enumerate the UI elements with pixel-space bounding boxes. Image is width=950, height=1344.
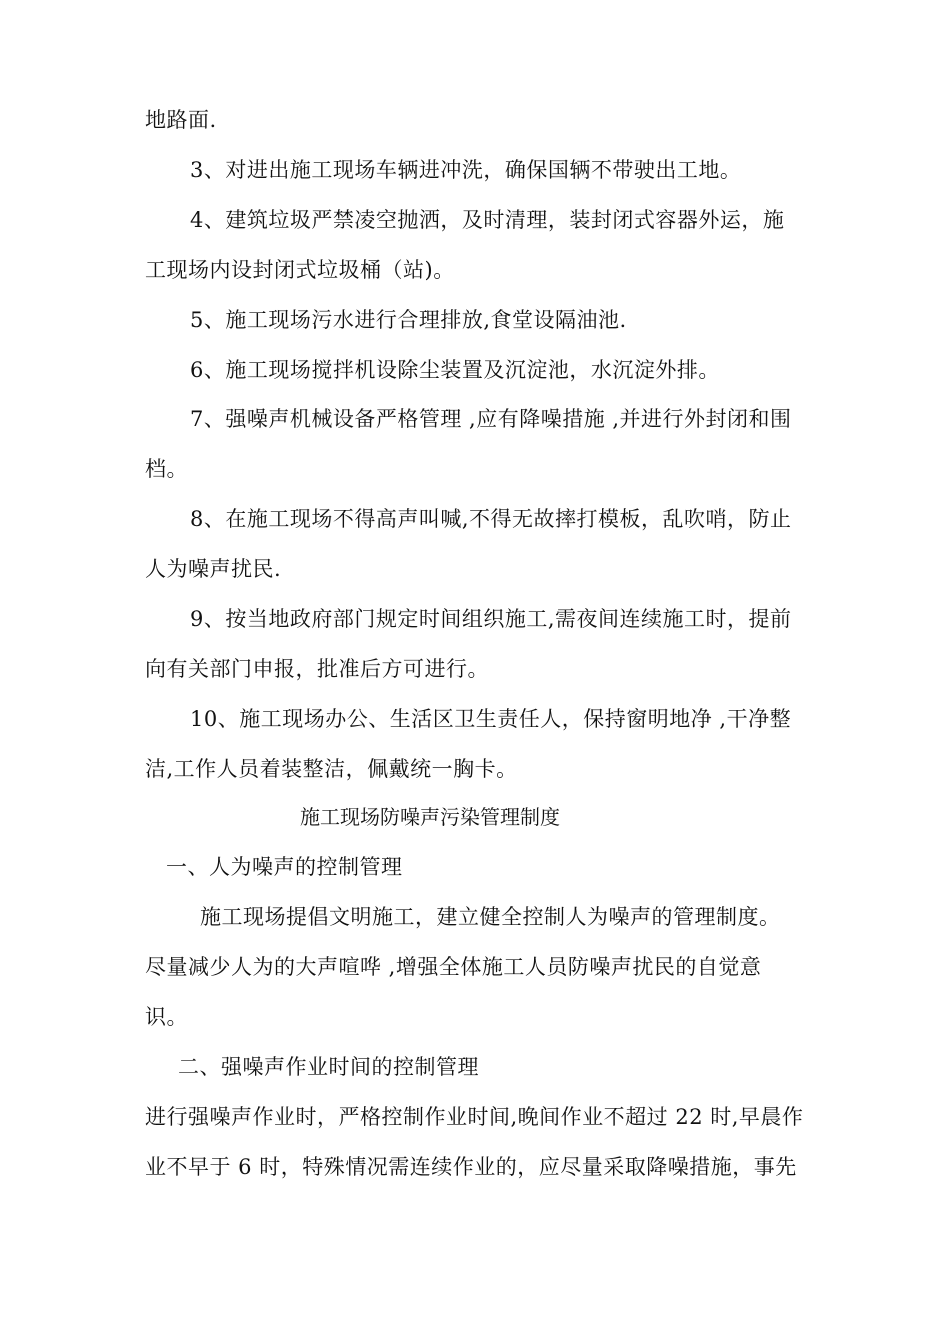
text-line: 5、施工现场污水进行合理排放,食堂设隔油池.	[190, 308, 627, 332]
text-line: 4、建筑垃圾严禁凌空抛洒，及时清理，装封闭式容器外运，施	[190, 208, 785, 232]
text-line: 进行强噪声作业时，严格控制作业时间,晚间作业不超过 22 时,早晨作	[145, 1105, 804, 1129]
text-line: 人为噪声扰民.	[145, 557, 282, 581]
text-line: 识。	[145, 1005, 188, 1029]
text-line: 业不早于 6 时，特殊情况需连续作业的，应尽量采取降噪措施，事先	[145, 1155, 797, 1179]
text-line: 8、在施工现场不得高声叫喊,不得无故摔打模板，乱吹哨，防止	[190, 507, 792, 531]
text-line: 3、对进出施工现场车辆进冲洗，确保国辆不带驶出工地。	[190, 158, 742, 182]
text-line: 向有关部门申报，批准后方可进行。	[145, 657, 489, 681]
text-line: 工现场内设封闭式垃圾桶（站)。	[145, 258, 455, 282]
section-heading: 二、强噪声作业时间的控制管理	[178, 1055, 479, 1079]
text-line: 9、按当地政府部门规定时间组织施工,需夜间连续施工时，提前	[190, 607, 792, 631]
text-line: 地路面.	[145, 108, 217, 132]
text-line: 档。	[145, 457, 188, 481]
section-heading: 一、人为噪声的控制管理	[166, 855, 403, 879]
text-line: 10、施工现场办公、生活区卫生责任人，保持窗明地净 ,干净整	[190, 707, 792, 731]
text-line: 6、施工现场搅拌机设除尘装置及沉淀池，水沉淀外排。	[190, 358, 720, 382]
section-title: 施工现场防噪声污染管理制度	[300, 805, 560, 829]
text-line: 尽量减少人为的大声喧哗 ,增强全体施工人员防噪声扰民的自觉意	[145, 955, 762, 979]
text-line: 施工现场提倡文明施工，建立健全控制人为噪声的管理制度。	[200, 905, 781, 929]
text-line: 7、强噪声机械设备严格管理 ,应有降噪措施 ,并进行外封闭和围	[190, 407, 792, 431]
text-line: 洁,工作人员着装整洁，佩戴统一胸卡。	[145, 757, 518, 781]
